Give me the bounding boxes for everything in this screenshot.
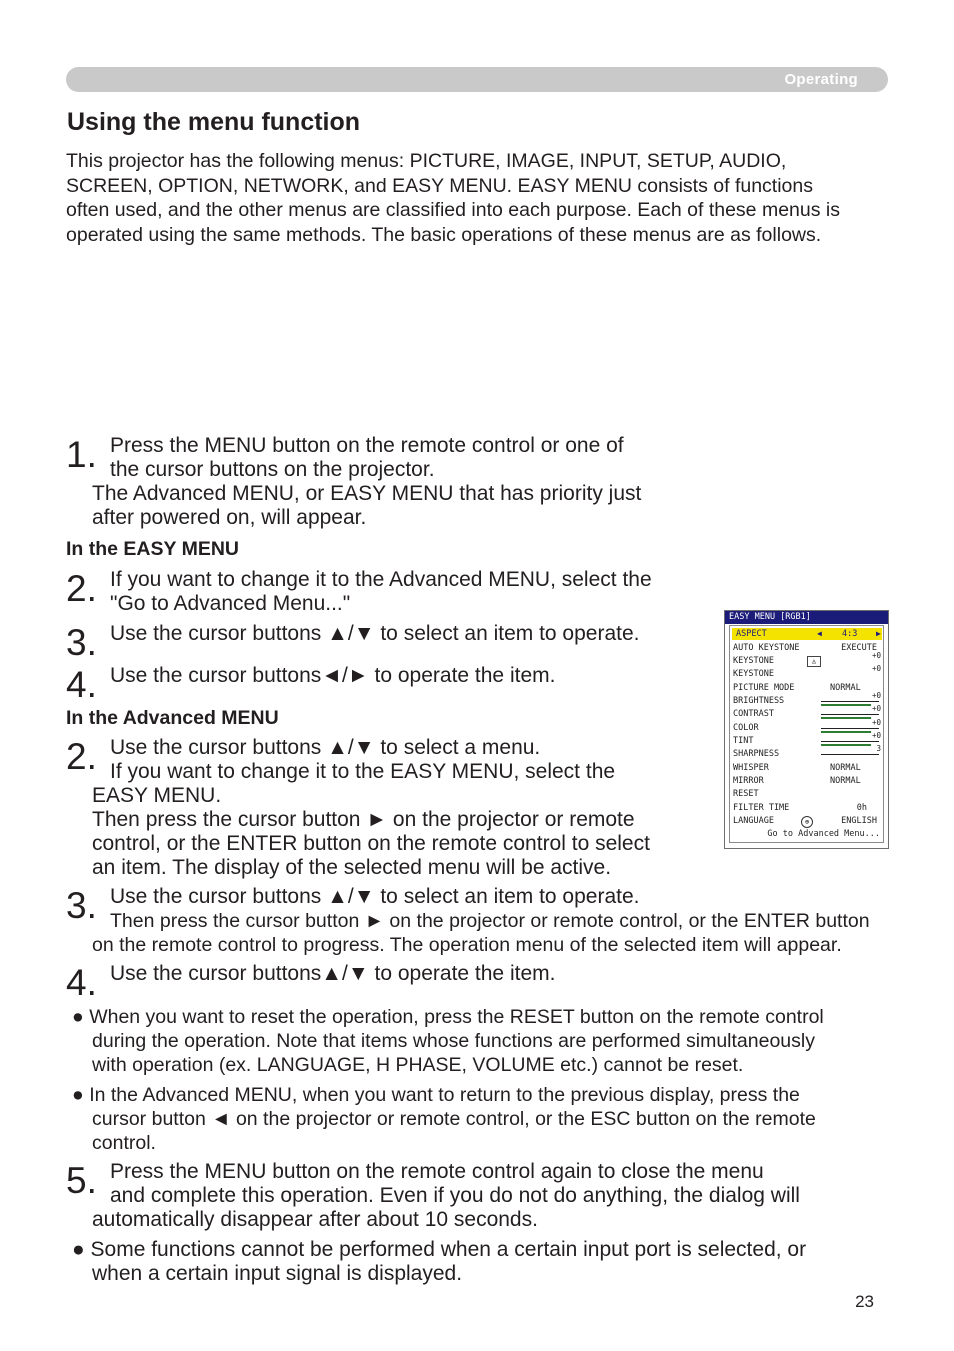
note-text: when a certain input signal is displayed. — [92, 1262, 463, 1285]
osd-row-label: COLOR — [733, 723, 759, 733]
note-bullet: ● Some functions cannot be performed when a certain input port is selected, or — [72, 1238, 807, 1261]
osd-row — [733, 664, 881, 681]
slider-fill — [821, 704, 871, 706]
step-number: 2. — [66, 568, 97, 609]
osd-row — [733, 802, 881, 815]
slider-track — [821, 754, 879, 755]
intro-line: operated using the same methods. The basic operations of these menus are as follows. — [66, 223, 822, 246]
step-text: control, or the ENTER button on the remote control to select — [92, 832, 650, 855]
osd-row-value: ENGLISH — [841, 816, 877, 826]
step-text: Use the cursor buttons ▲/▼ to select an item to operate. — [110, 622, 640, 645]
step-text: the cursor buttons on the projector. — [110, 458, 435, 481]
osd-row — [733, 651, 881, 668]
step-number: 3. — [66, 885, 97, 926]
slider-fill — [821, 731, 871, 733]
step-text: Use the cursor buttons◄/► to operate the item. — [110, 664, 556, 687]
step-text: The Advanced MENU, or EASY MENU that has priority just — [92, 482, 642, 505]
osd-row — [733, 704, 881, 721]
step-text: If you want to change it to the Advanced MENU, select the — [110, 568, 652, 591]
slider-fill — [821, 744, 871, 746]
step-text: Then press the cursor button ► on the projector or remote control, or the ENTER button — [110, 910, 870, 932]
osd-row-label: FILTER TIME — [733, 803, 790, 813]
step-text: Use the cursor buttons▲/▼ to operate the item. — [110, 962, 556, 985]
step-number: 3. — [66, 622, 97, 663]
osd-row-label: ASPECT — [736, 629, 767, 639]
osd-footer-link: Go to Advanced Menu... — [767, 829, 880, 839]
step-text: EASY MENU. — [92, 784, 222, 807]
osd-row — [733, 744, 881, 761]
step-number: 4. — [66, 962, 97, 1003]
advanced-menu-heading: In the Advanced MENU — [66, 707, 279, 729]
osd-row-label: WHISPER — [733, 763, 769, 773]
osd-row-value: NORMAL — [830, 683, 861, 693]
slider-track — [821, 714, 879, 715]
osd-row-label: KEYSTONE — [733, 656, 774, 666]
osd-row-label: RESET — [733, 789, 759, 799]
osd-row-value: 0h — [856, 803, 867, 813]
osd-row-value: +0 — [871, 664, 881, 673]
osd-row-value: +0 — [871, 651, 881, 660]
osd-row — [733, 642, 881, 655]
slider-track — [821, 701, 879, 702]
osd-row-label: PICTURE MODE — [733, 683, 795, 693]
note-text: control. — [92, 1132, 156, 1154]
osd-title: EASY MENU [RGB1] — [725, 611, 888, 624]
step-text: If you want to change it to the EASY MENU, select the — [110, 760, 616, 783]
step-text: and complete this operation. Even if you do not do anything, the dialog will — [110, 1184, 800, 1207]
step-number: 5. — [66, 1160, 97, 1201]
step-text: an item. The display of the selected menu will be active. — [92, 856, 612, 879]
slider-track — [821, 741, 879, 742]
osd-row — [733, 775, 881, 788]
osd-row-value: 4:3 — [842, 629, 858, 639]
slider-fill — [821, 717, 871, 719]
osd-row — [733, 731, 881, 748]
section-label: Operating — [784, 71, 858, 88]
osd-row-label: BRIGHTNESS — [733, 696, 785, 706]
osd-row — [733, 815, 881, 828]
section-header-bar — [66, 67, 888, 92]
osd-row-value: +0 — [871, 704, 881, 713]
osd-row — [733, 762, 881, 775]
osd-row-value: NORMAL — [830, 763, 861, 773]
globe-icon: ⊕ — [801, 816, 813, 828]
step-text: after powered on, will appear. — [92, 506, 367, 529]
step-number: 1. — [66, 434, 97, 475]
step-text: "Go to Advanced Menu..." — [110, 592, 351, 615]
osd-row-value: NORMAL — [830, 776, 861, 786]
osd-row-value: +0 — [871, 731, 881, 740]
step-text: Use the cursor buttons ▲/▼ to select a menu. — [110, 736, 541, 759]
osd-row-label: LANGUAGE — [733, 816, 774, 826]
osd-row-value: EXECUTE — [841, 643, 877, 653]
osd-menu-body — [729, 625, 884, 843]
intro-paragraph — [66, 149, 896, 247]
slider-track — [821, 728, 879, 729]
intro-line: This projector has the following menus: PICTURE, IMAGE, INPUT, SETUP, AUDIO, — [66, 150, 787, 172]
step-number: 4. — [66, 664, 97, 705]
note-text: cursor button ◄ on the projector or remote control, or the ESC button on the remote — [92, 1108, 816, 1130]
osd-row-value: 3 — [876, 744, 881, 753]
step-text: Press the MENU button on the remote control again to close the menu — [110, 1160, 764, 1183]
right-arrow-icon: ▶ — [876, 629, 881, 638]
osd-row-label: SHARPNESS — [733, 749, 780, 759]
osd-row — [733, 718, 881, 735]
step-text: Then press the cursor button ► on the projector or remote — [92, 808, 635, 831]
osd-row-label: KEYSTONE — [733, 669, 774, 679]
left-arrow-icon: ◀ — [817, 629, 822, 638]
step-number: 2. — [66, 736, 97, 777]
note-bullet: ● In the Advanced MENU, when you want to return to the previous display, press the — [72, 1084, 800, 1106]
osd-selected-row — [732, 628, 882, 640]
page-number: 23 — [855, 1292, 874, 1311]
step-text: Use the cursor buttons ▲/▼ to select an item to operate. — [110, 885, 640, 908]
osd-row — [733, 691, 881, 708]
osd-row-value: +0 — [871, 718, 881, 727]
note-text: during the operation. Note that items whose functions are performed simultaneously — [92, 1030, 815, 1052]
osd-row — [733, 788, 881, 801]
osd-row-label: TINT — [733, 736, 754, 746]
osd-row — [733, 682, 881, 695]
easy-menu-heading: In the EASY MENU — [66, 538, 239, 560]
osd-row-label: AUTO KEYSTONE — [733, 643, 800, 653]
note-text: with operation (ex. LANGUAGE, H PHASE, VOLUME etc.) cannot be reset. — [92, 1054, 744, 1076]
step-text: on the remote control to progress. The operation menu of the selected item will appear. — [92, 934, 842, 956]
note-bullet: ● When you want to reset the operation, press the RESET button on the remote control — [72, 1006, 824, 1028]
keystone-vertical-icon: ◬ — [807, 656, 821, 667]
easy-menu-osd — [724, 610, 889, 849]
osd-row-label: MIRROR — [733, 776, 764, 786]
intro-line: SCREEN, OPTION, NETWORK, and EASY MENU. EASY MENU consists of functions — [66, 174, 813, 197]
step-text: automatically disappear after about 10 seconds. — [92, 1208, 538, 1231]
page-title: Using the menu function — [67, 108, 361, 136]
osd-row-label: CONTRAST — [733, 709, 774, 719]
step-text: Press the MENU button on the remote control or one of — [110, 434, 624, 457]
intro-line: often used, and the other menus are classified into each purpose. Each of these menus is — [66, 199, 840, 222]
osd-row-value: +0 — [871, 691, 881, 700]
